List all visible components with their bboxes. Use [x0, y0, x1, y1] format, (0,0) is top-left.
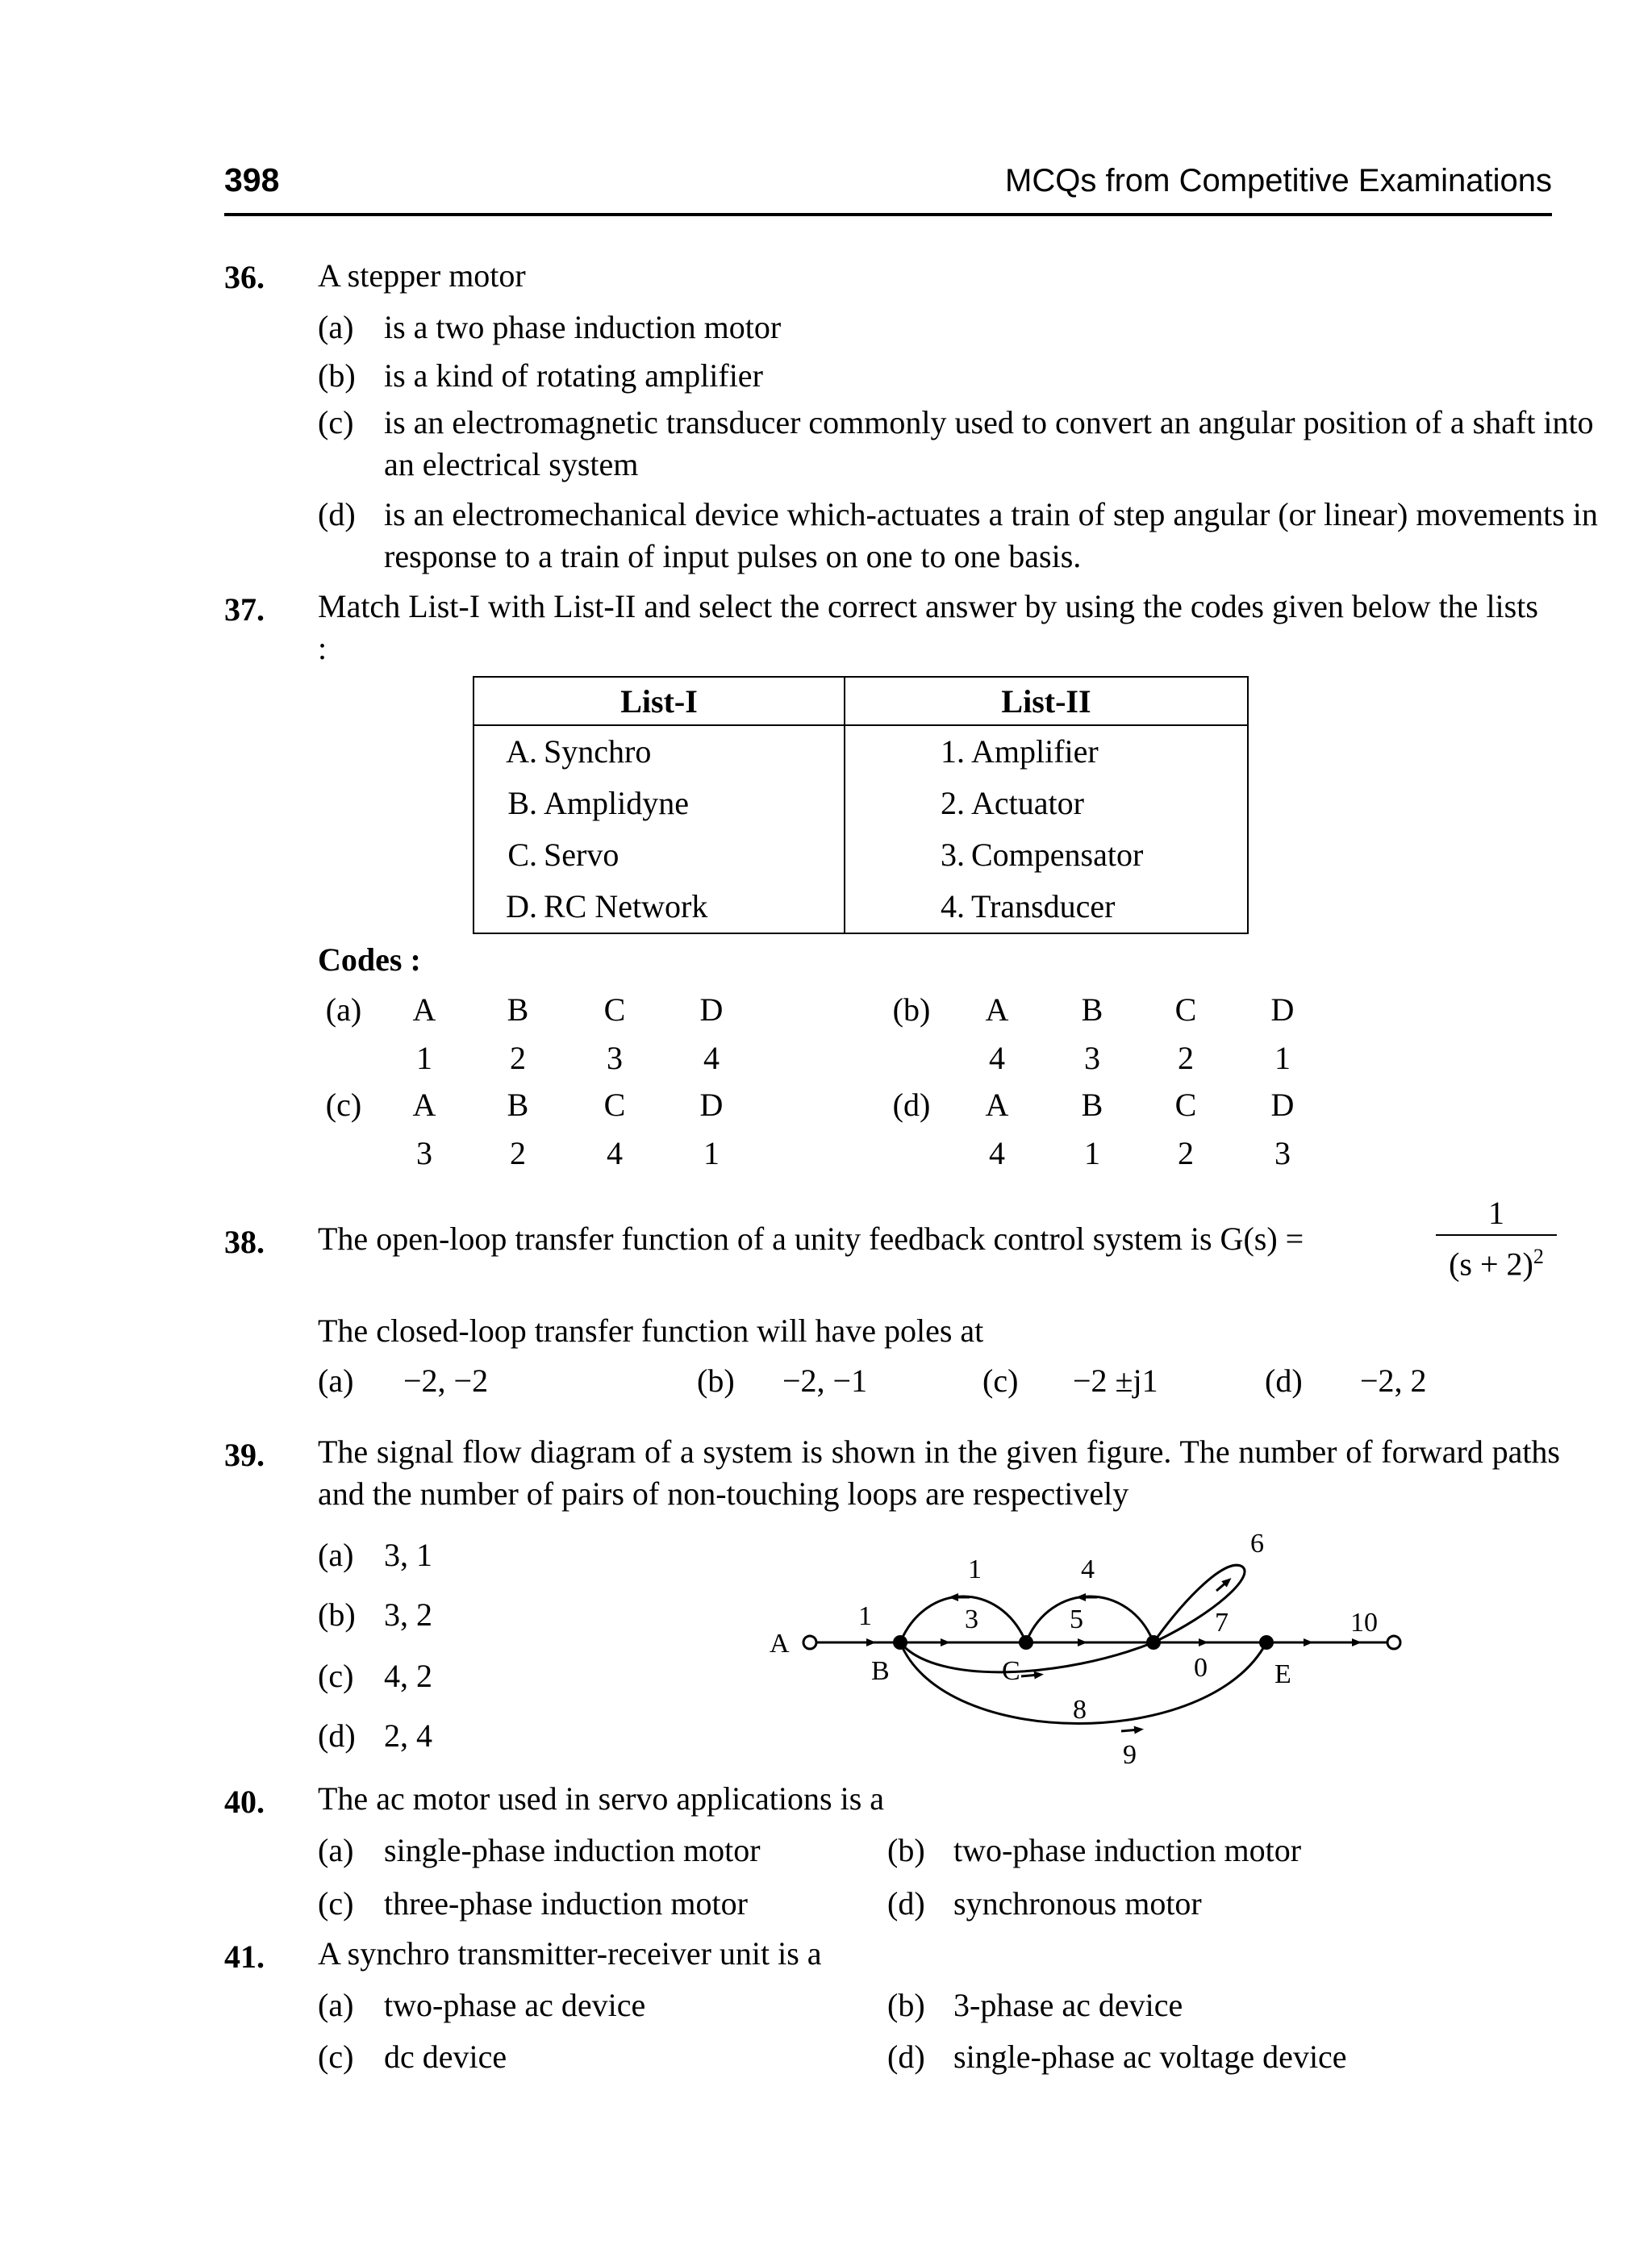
list1-item: B. Amplidyne [507, 785, 689, 821]
codes-label: Codes : [318, 941, 421, 978]
branch-1-loop [900, 1596, 1026, 1642]
branch-6-self-loop [1153, 1565, 1245, 1642]
branch-label: 1 [858, 1601, 872, 1631]
option-text: is a two phase induction motor [384, 309, 782, 345]
branch-label: 3 [965, 1605, 978, 1634]
branch-label: 9 [1123, 1740, 1137, 1770]
branch-label: 4 [1081, 1554, 1095, 1584]
q40-option-c: (c) three-phase induction motor [318, 1885, 748, 1922]
list1-header: List-I [473, 677, 845, 725]
fraction-bar [1436, 1234, 1557, 1236]
option-text: is a kind of rotating amplifier [384, 357, 763, 394]
branch-label: 7 [1215, 1608, 1229, 1638]
q41-option-c: (c) dc device [318, 2039, 507, 2075]
branch-4-loop [1026, 1596, 1153, 1642]
node-label-B: B [871, 1656, 890, 1686]
running-title: MCQs from Competitive Examinations [1005, 163, 1552, 198]
q41-number: 41. [224, 1938, 265, 1975]
option-text: is an electromechanical device which-actuates a train of step angular (or linear) movements in response to a train of input pulses on one to one basis. [384, 496, 1598, 574]
list2-item: 1. Amplifier [941, 733, 1099, 770]
q41-option-b: (b) 3-phase ac device [887, 1987, 1183, 2023]
q36-stem: A stepper motor [318, 257, 526, 294]
page-number: 398 [224, 161, 280, 198]
transfer-function-fraction [1428, 1194, 1565, 1283]
numerator: 1 [1488, 1195, 1504, 1231]
node-output [1387, 1636, 1400, 1649]
q38-option-d: (d) −2, 2 [1265, 1363, 1427, 1399]
q39-number: 39. [224, 1437, 265, 1473]
code-label: (a) [325, 991, 362, 1028]
q40-option-d: (d) synchronous motor [887, 1885, 1202, 1922]
option-label: (a) [318, 309, 354, 345]
q41-option-a: (a) two-phase ac device [318, 1987, 646, 2023]
option-label: (c) [318, 404, 354, 440]
list2-item: 4. Transducer [941, 888, 1116, 924]
q37-number: 37. [224, 591, 265, 628]
branch-label: 1 [968, 1554, 982, 1584]
code-label: (d) [892, 1087, 931, 1123]
node-A [803, 1636, 816, 1649]
code-label: (c) [325, 1087, 362, 1123]
branch-label: 10 [1350, 1608, 1378, 1638]
list2-header: List-II [845, 677, 1248, 725]
q40-number: 40. [224, 1784, 265, 1820]
node-label-C: C [1002, 1656, 1020, 1686]
node-label-A: A [770, 1629, 790, 1659]
option-label: (d) [318, 496, 356, 532]
option-text: is an electromagnetic transducer commonly used to convert an angular position of a shaft into an electrical system [384, 404, 1594, 482]
q40-option-a: (a) single-phase induction motor [318, 1832, 761, 1868]
arrow-8 [1021, 1675, 1039, 1676]
arrow-9 [1121, 1730, 1139, 1731]
codes-grid: (a) A B C D 1 2 3 4 (b) A B C D 4 3 2 1 (c) A B C D 3 2 4 1 (d) A B C D 4 1 2 3 [0, 0, 1652, 1210]
branch-label: 5 [1070, 1605, 1083, 1634]
branch-label: 6 [1250, 1529, 1264, 1559]
q38-option-b: (b) −2, −1 [697, 1363, 868, 1399]
denominator: (s + 2) [1449, 1246, 1533, 1283]
list2-item: 3. Compensator [941, 837, 1144, 873]
code-label: (b) [892, 991, 931, 1028]
q38-option-c: (c) −2 ±j1 [982, 1363, 1158, 1399]
q39-option-d: (d) 2, 4 [318, 1717, 432, 1754]
q38-stem2: The closed-loop transfer function will have poles at [318, 1312, 984, 1349]
q40-stem: The ac motor used in servo applications is a [318, 1780, 885, 1817]
arrow-loop6 [1216, 1581, 1228, 1591]
q41-option-d: (d) single-phase ac voltage device [887, 2039, 1347, 2075]
signal-flow-diagram [758, 1525, 1420, 1783]
list1-item: A. Synchro [506, 733, 652, 770]
q41-stem: A synchro transmitter-receiver unit is a [318, 1935, 822, 1972]
q39-option-c: (c) 4, 2 [318, 1658, 432, 1694]
q36-number: 36. [224, 259, 265, 295]
exponent: 2 [1533, 1245, 1544, 1268]
q39-stem: The signal flow diagram of a system is shown in the given figure. The number of forward paths and the number of pairs of non-touching loops are respectively [318, 1433, 1560, 1512]
q39-option-a: (a) 3, 1 [318, 1537, 432, 1573]
q38-number: 38. [224, 1224, 265, 1260]
list1-item: C. Servo [507, 837, 620, 873]
node-label-E: E [1274, 1659, 1291, 1689]
option-label: (b) [318, 357, 356, 394]
branch-label: 8 [1073, 1695, 1087, 1725]
branch-label: 0 [1194, 1653, 1208, 1683]
q38-option-a: (a) −2, −2 [318, 1363, 489, 1399]
q40-option-b: (b) two-phase induction motor [887, 1832, 1302, 1868]
q38-stem: The open-loop transfer function of a unity feedback control system is G(s) = [318, 1221, 1304, 1257]
list1-item: D. RC Network [506, 888, 708, 924]
list2-item: 2. Actuator [941, 785, 1084, 821]
q39-option-b: (b) 3, 2 [318, 1596, 432, 1633]
q37-stem: Match List-I with List-II and select the correct answer by using the codes given below the lists : [318, 588, 1538, 666]
